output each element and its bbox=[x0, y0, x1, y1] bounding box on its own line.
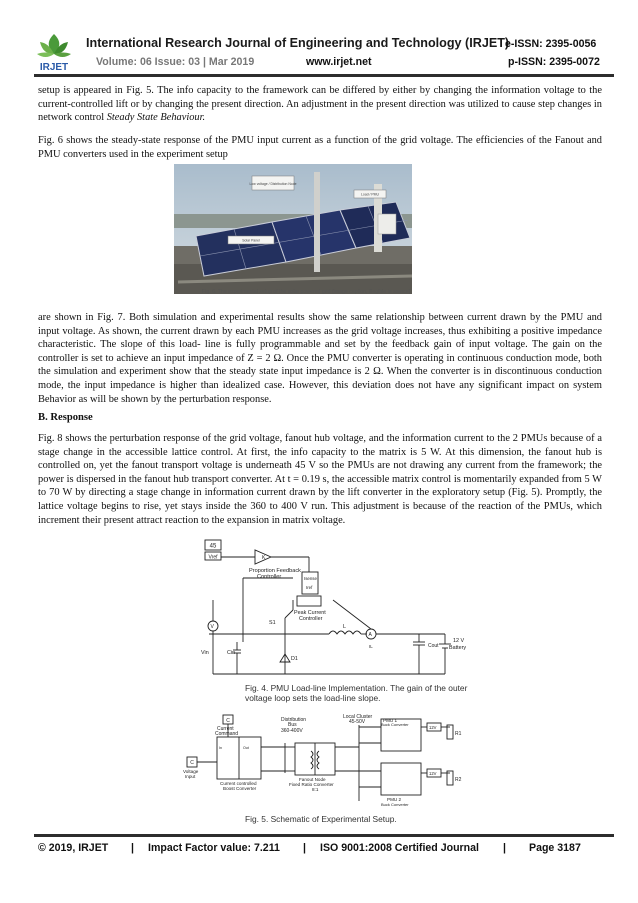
experiment-photo bbox=[174, 164, 412, 294]
footer-iso: ISO 9001:2008 Certified Journal bbox=[320, 842, 479, 854]
volume-issue: Volume: 06 Issue: 03 | Mar 2019 bbox=[96, 56, 255, 68]
svg-text:Buck Converter: Buck Converter bbox=[381, 722, 409, 727]
svg-text:Boost Converter: Boost Converter bbox=[223, 786, 257, 791]
header-rule bbox=[34, 74, 614, 77]
svg-text:Buck Converter: Buck Converter bbox=[381, 802, 409, 807]
svg-text:IRJET: IRJET bbox=[39, 62, 69, 73]
footer-separator: | bbox=[503, 842, 506, 854]
footer-impact-factor: Impact Factor value: 7.211 bbox=[148, 842, 280, 854]
fig5-schematic bbox=[183, 713, 477, 813]
svg-text:R2: R2 bbox=[455, 777, 462, 783]
svg-text:360-400V: 360-400V bbox=[281, 728, 303, 734]
svg-text:IL: IL bbox=[369, 644, 373, 649]
svg-text:C: C bbox=[190, 760, 194, 766]
svg-text:A: A bbox=[368, 632, 372, 638]
svg-text:Fanout Node: Fanout Node bbox=[299, 777, 326, 782]
paragraph-4: Fig. 8 shows the perturbation response of the grid voltage, fanout hub voltage, and the information current to the 2 PMUs because of a stage change in the accessible lattice control. At first, the info capacity to the matrix is 5 W. At this dimension, the fanout hub is controlled on, yet the fanout transport voltage is underneath 45 V so the PMUs are not drawing any current from the framework; the power is dispersed in the fanout hub transport converter. At t = 0.19 s, the accessible matrix control is momentarily expanded from 5 W to 70 W by directing a stage change in information current drawn by the lift converter in the exploratory setup (Fig. 5). Promptly, the lattice voltage begins to rise, yet stays inside the 360 to 400 V run. This adjustment is because of the reaction of the PMUs, which increment their present attract reaction to the expansion in matrix voltage. bbox=[38, 433, 602, 526]
svg-text:C: C bbox=[226, 718, 230, 724]
p-issn: p-ISSN: 2395-0072 bbox=[508, 56, 600, 68]
photo-label-3: Load / PMU bbox=[361, 192, 379, 197]
svg-text:L: L bbox=[343, 624, 346, 630]
footer-separator: | bbox=[303, 842, 306, 854]
irjet-logo-icon bbox=[34, 32, 74, 74]
footer-page-number: Page 3187 bbox=[529, 842, 581, 854]
svg-text:Voltage: Voltage bbox=[183, 769, 199, 774]
svg-text:Bus: Bus bbox=[288, 722, 297, 728]
svg-text:Cout: Cout bbox=[428, 643, 439, 649]
svg-text:Distribution: Distribution bbox=[281, 717, 307, 723]
page-header bbox=[0, 0, 638, 78]
svg-text:12V: 12V bbox=[429, 771, 437, 776]
e-issn: e-ISSN: 2395-0056 bbox=[505, 38, 597, 50]
svg-text:Controller: Controller bbox=[257, 574, 282, 580]
footer-separator: | bbox=[131, 842, 134, 854]
svg-text:Isense: Isense bbox=[304, 576, 317, 581]
svg-text:R1: R1 bbox=[455, 731, 462, 737]
fig5-caption: Fig. 5. Schematic of Experimental Setup. bbox=[245, 814, 397, 824]
svg-text:PMU 1: PMU 1 bbox=[383, 718, 398, 723]
svg-text:45-50V: 45-50V bbox=[349, 719, 366, 725]
svg-text:Vin: Vin bbox=[201, 650, 209, 656]
svg-text:12V: 12V bbox=[429, 725, 437, 730]
svg-text:Peak Current: Peak Current bbox=[294, 610, 326, 616]
svg-text:12 V: 12 V bbox=[453, 638, 465, 644]
svg-text:K: K bbox=[262, 555, 266, 561]
photo-label-2: Solar Panel bbox=[242, 238, 260, 243]
paragraph-1-italic: Steady State Behaviour. bbox=[106, 112, 206, 124]
svg-text:Out: Out bbox=[243, 746, 249, 750]
photo-label-1: Low voltage / Distribution Node bbox=[249, 182, 297, 186]
svg-text:Vref: Vref bbox=[208, 554, 218, 561]
svg-text:Fixed Ratio Converter: Fixed Ratio Converter bbox=[289, 782, 334, 787]
section-heading-b: B. Response bbox=[38, 412, 93, 423]
svg-text:D1: D1 bbox=[291, 656, 298, 662]
svg-text:Current controlled: Current controlled bbox=[220, 781, 257, 786]
paragraph-2: Fig. 6 shows the steady-state response of the PMU input current as a function of the grid voltage. The efficiencies of the Fanout and PMU converters used in the experiment setup bbox=[38, 135, 602, 160]
svg-text:Proportion Feedback: Proportion Feedback bbox=[249, 568, 301, 574]
svg-text:Iref: Iref bbox=[306, 585, 313, 590]
svg-text:V: V bbox=[210, 624, 214, 630]
paragraph-1: setup is appeared in Fig. 5. The info capacity to the framework can be differed by either by changing the information voltage to the current-controlled lift or by changing the present direction. An adjustment in the present direction was utilized to cause step changes in network control Steady State Behaviour. bbox=[38, 85, 602, 124]
journal-title: International Research Journal of Engineering and Technology (IRJET) bbox=[86, 36, 510, 50]
svg-text:Current: Current bbox=[217, 726, 234, 732]
footer-copyright: © 2019, IRJET bbox=[38, 842, 109, 854]
fig4-circuit-diagram bbox=[183, 538, 477, 680]
journal-website-link[interactable]: www.irjet.net bbox=[306, 56, 372, 68]
svg-text:Input: Input bbox=[185, 774, 196, 779]
svg-text:Local Cluster: Local Cluster bbox=[343, 714, 373, 720]
svg-text:In: In bbox=[219, 746, 222, 750]
svg-text:45: 45 bbox=[209, 543, 217, 550]
svg-text:8:1: 8:1 bbox=[312, 787, 319, 792]
photo-caption: Fig. 6. The experimental setup of the solar powered grid (image caption, illegible in source) bbox=[202, 289, 411, 295]
svg-text:Command: Command bbox=[215, 731, 239, 737]
fig4-caption: Fig. 4. PMU Load-line Implementation. The gain of the outer voltage loop sets the load-line slope. bbox=[245, 683, 468, 703]
svg-text:Controller: Controller bbox=[299, 616, 323, 622]
paragraph-3: are shown in Fig. 7. Both simulation and experimental results show the same relationship between current drawn by the PMU and input voltage. As shown, the current drawn by each PMU increases as the grid voltage increases, thus exhibiting a positive impedance characteristic. The slope of this load- line is fully programmable and set by the feedback gain of input voltage. The gain on the controller is set to achieve an input impedance of Z = 2 Ω. Once the PMU converter is operating in continuous conduction mode, both the simulation and experiment show that the steady state input impedance is 2 Ω. When the converter is in discontinuous conduction mode, the input impedance is higher than idealized case. However, this deviation does not have any significant impact on system Behavior as will be shown by the perturbation response. bbox=[38, 312, 602, 405]
footer-rule bbox=[34, 834, 614, 837]
svg-text:PMU 2: PMU 2 bbox=[387, 797, 402, 802]
svg-text:S1: S1 bbox=[269, 620, 276, 626]
svg-text:Battery: Battery bbox=[449, 645, 467, 651]
svg-text:Cin: Cin bbox=[227, 650, 236, 656]
